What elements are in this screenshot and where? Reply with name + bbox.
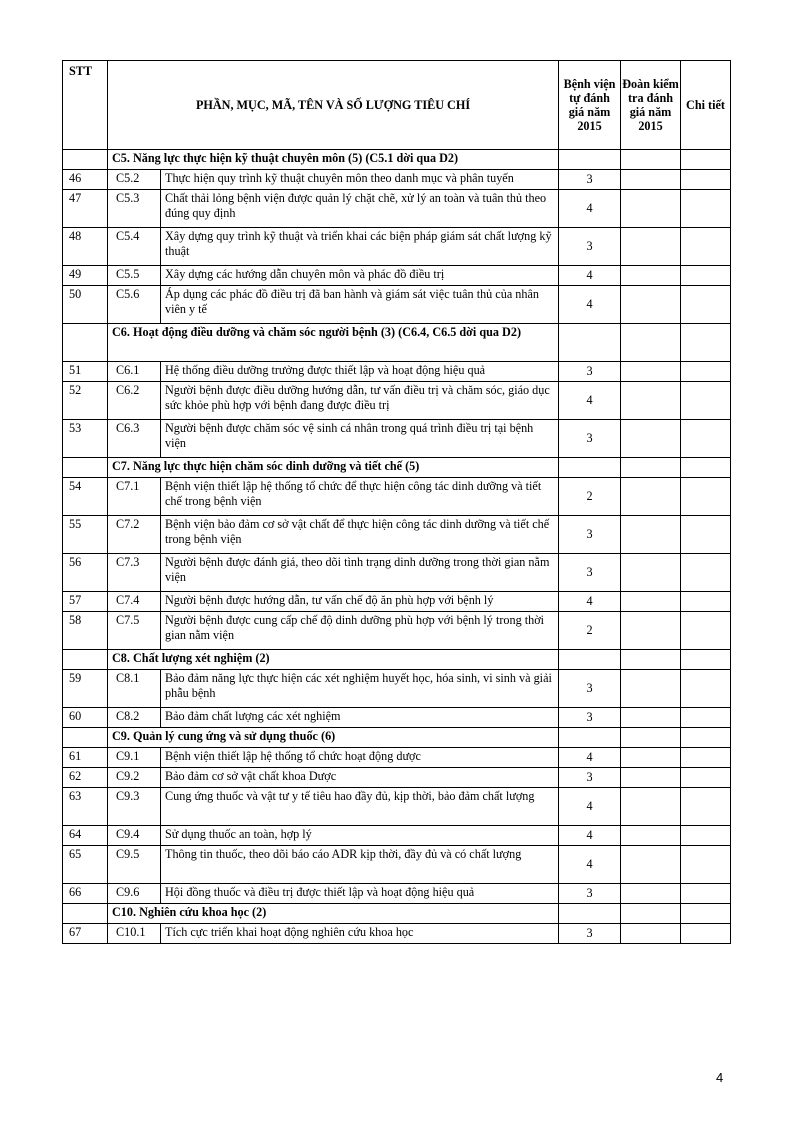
section-empty-cell (559, 904, 621, 924)
criterion-detail (681, 826, 731, 846)
criterion-code: C6.3 (108, 420, 161, 458)
section-row (63, 728, 731, 748)
criterion-self-score: 3 (559, 362, 621, 382)
criterion-code: C9.2 (108, 768, 161, 788)
criterion-row (63, 788, 731, 826)
criterion-text: Bệnh viện thiết lập hệ thống tổ chức để thực hiện công tác dinh dưỡng và tiết chế trong bệnh viện (161, 478, 559, 516)
criterion-code: C9.4 (108, 826, 161, 846)
criterion-self-score: 2 (559, 478, 621, 516)
section-row (63, 650, 731, 670)
criterion-row (63, 516, 731, 554)
criterion-text: Tích cực triển khai hoạt động nghiên cứu khoa học (161, 924, 559, 944)
criterion-text: Người bệnh được điều dưỡng hướng dẫn, tư vấn điều trị và chăm sóc, giáo dục sức khỏe phù hợp với bệnh đang được điều trị (161, 382, 559, 420)
section-title: C7. Năng lực thực hiện chăm sóc dinh dưỡng và tiết chế (5) (108, 458, 559, 478)
section-empty-cell (621, 728, 681, 748)
criterion-self-score: 2 (559, 612, 621, 650)
criterion-stt: 56 (63, 554, 108, 592)
criterion-row (63, 382, 731, 420)
criterion-detail (681, 592, 731, 612)
criterion-detail (681, 228, 731, 266)
criteria-table (62, 60, 731, 944)
criterion-inspection-score (621, 420, 681, 458)
criterion-detail (681, 768, 731, 788)
page-number: 4 (716, 1070, 724, 1085)
criterion-self-score: 3 (559, 516, 621, 554)
criterion-text: Người bệnh được đánh giá, theo dõi tình trạng dinh dưỡng trong thời gian nằm viện (161, 554, 559, 592)
criterion-self-score: 4 (559, 846, 621, 884)
criterion-detail (681, 382, 731, 420)
criterion-self-score: 4 (559, 592, 621, 612)
criterion-self-score: 3 (559, 420, 621, 458)
criterion-row (63, 170, 731, 190)
criterion-detail (681, 612, 731, 650)
criterion-row (63, 228, 731, 266)
criterion-self-score: 4 (559, 266, 621, 286)
criterion-row (63, 554, 731, 592)
header-stt: STT (63, 61, 108, 150)
criterion-code: C5.2 (108, 170, 161, 190)
criterion-inspection-score (621, 612, 681, 650)
section-empty-cell (621, 650, 681, 670)
section-title: C5. Năng lực thực hiện kỹ thuật chuyên môn (5) (C5.1 dời qua D2) (108, 150, 559, 170)
criterion-inspection-score (621, 170, 681, 190)
section-empty-cell (621, 458, 681, 478)
criterion-inspection-score (621, 924, 681, 944)
criterion-detail (681, 748, 731, 768)
section-row (63, 904, 731, 924)
criterion-detail (681, 708, 731, 728)
criterion-code: C9.3 (108, 788, 161, 826)
section-row (63, 150, 731, 170)
criterion-stt: 60 (63, 708, 108, 728)
criterion-stt: 64 (63, 826, 108, 846)
criterion-stt: 55 (63, 516, 108, 554)
criterion-self-score: 4 (559, 382, 621, 420)
criterion-self-score: 3 (559, 924, 621, 944)
criterion-self-score: 3 (559, 670, 621, 708)
criterion-code: C8.1 (108, 670, 161, 708)
criterion-inspection-score (621, 670, 681, 708)
section-title: C6. Hoạt động điều dưỡng và chăm sóc người bệnh (3) (C6.4, C6.5 dời qua D2) (108, 324, 559, 362)
table-header-row (63, 61, 731, 150)
criterion-code: C7.3 (108, 554, 161, 592)
section-title: C8. Chất lượng xét nghiệm (2) (108, 650, 559, 670)
criterion-inspection-score (621, 266, 681, 286)
criterion-code: C5.3 (108, 190, 161, 228)
criterion-inspection-score (621, 228, 681, 266)
criterion-row (63, 708, 731, 728)
criterion-text: Bệnh viện thiết lập hệ thống tổ chức hoạt động dược (161, 748, 559, 768)
section-empty-cell (559, 650, 621, 670)
criterion-stt: 47 (63, 190, 108, 228)
section-stt-cell (63, 458, 108, 478)
criterion-row (63, 748, 731, 768)
criterion-code: C6.1 (108, 362, 161, 382)
section-empty-cell (621, 150, 681, 170)
criterion-text: Sử dụng thuốc an toàn, hợp lý (161, 826, 559, 846)
criterion-stt: 52 (63, 382, 108, 420)
criterion-text: Thực hiện quy trình kỹ thuật chuyên môn theo danh mục và phân tuyến (161, 170, 559, 190)
criterion-row (63, 884, 731, 904)
criterion-text: Chất thải lỏng bệnh viện được quản lý chặt chẽ, xử lý an toàn và tuân thủ theo đúng quy định (161, 190, 559, 228)
criterion-detail (681, 554, 731, 592)
section-empty-cell (681, 650, 731, 670)
section-empty-cell (621, 904, 681, 924)
section-title: C9. Quản lý cung ứng và sử dụng thuốc (6) (108, 728, 559, 748)
criterion-row (63, 478, 731, 516)
criterion-detail (681, 924, 731, 944)
section-stt-cell (63, 324, 108, 362)
criterion-text: Xây dựng các hướng dẫn chuyên môn và phác đồ điều trị (161, 266, 559, 286)
criterion-code: C5.4 (108, 228, 161, 266)
criterion-detail (681, 846, 731, 884)
criterion-stt: 51 (63, 362, 108, 382)
criterion-inspection-score (621, 286, 681, 324)
section-empty-cell (559, 728, 621, 748)
section-stt-cell (63, 904, 108, 924)
criterion-text: Hội đồng thuốc và điều trị được thiết lập và hoạt động hiệu quả (161, 884, 559, 904)
header-detail: Chi tiết (681, 61, 731, 150)
criterion-detail (681, 670, 731, 708)
criterion-detail (681, 420, 731, 458)
section-empty-cell (681, 150, 731, 170)
section-empty-cell (559, 458, 621, 478)
criterion-code: C7.2 (108, 516, 161, 554)
criterion-self-score: 3 (559, 554, 621, 592)
criterion-inspection-score (621, 748, 681, 768)
criterion-code: C9.6 (108, 884, 161, 904)
criterion-self-score: 4 (559, 190, 621, 228)
section-stt-cell (63, 150, 108, 170)
criterion-detail (681, 286, 731, 324)
criterion-inspection-score (621, 708, 681, 728)
criterion-detail (681, 516, 731, 554)
criterion-stt: 57 (63, 592, 108, 612)
criterion-inspection-score (621, 478, 681, 516)
criterion-code: C9.5 (108, 846, 161, 884)
criterion-detail (681, 170, 731, 190)
criterion-detail (681, 884, 731, 904)
criterion-stt: 66 (63, 884, 108, 904)
criterion-text: Xây dựng quy trình kỹ thuật và triển khai các biện pháp giám sát chất lượng kỹ thuật (161, 228, 559, 266)
criterion-text: Bệnh viện bảo đảm cơ sở vật chất để thực hiện công tác dinh dưỡng và tiết chế trong bệnh viện (161, 516, 559, 554)
criterion-code: C6.2 (108, 382, 161, 420)
criterion-stt: 46 (63, 170, 108, 190)
section-title: C10. Nghiên cứu khoa học (2) (108, 904, 559, 924)
criterion-inspection-score (621, 554, 681, 592)
criterion-code: C5.6 (108, 286, 161, 324)
section-empty-cell (681, 904, 731, 924)
criterion-stt: 67 (63, 924, 108, 944)
criterion-self-score: 4 (559, 826, 621, 846)
section-empty-cell (681, 728, 731, 748)
criterion-row (63, 846, 731, 884)
criterion-inspection-score (621, 768, 681, 788)
criterion-code: C7.1 (108, 478, 161, 516)
criterion-stt: 50 (63, 286, 108, 324)
criterion-self-score: 3 (559, 170, 621, 190)
table-body (63, 150, 731, 944)
criterion-row (63, 190, 731, 228)
criterion-self-score: 3 (559, 708, 621, 728)
criterion-code: C7.5 (108, 612, 161, 650)
criterion-row (63, 420, 731, 458)
criterion-text: Người bệnh được cung cấp chế độ dinh dưỡng phù hợp với bệnh lý trong thời gian nằm viện (161, 612, 559, 650)
criterion-text: Người bệnh được chăm sóc vệ sinh cá nhân trong quá trình điều trị tại bệnh viện (161, 420, 559, 458)
section-empty-cell (621, 324, 681, 362)
criterion-text: Bảo đảm chất lượng các xét nghiệm (161, 708, 559, 728)
criterion-text: Người bệnh được hướng dẫn, tư vấn chế độ ăn phù hợp với bệnh lý (161, 592, 559, 612)
criterion-row (63, 612, 731, 650)
criterion-code: C8.2 (108, 708, 161, 728)
criterion-row (63, 286, 731, 324)
criterion-text: Áp dụng các phác đồ điều trị đã ban hành và giám sát việc tuân thủ của nhân viên y tế (161, 286, 559, 324)
criterion-stt: 49 (63, 266, 108, 286)
section-empty-cell (681, 458, 731, 478)
criterion-stt: 58 (63, 612, 108, 650)
criterion-text: Bảo đảm năng lực thực hiện các xét nghiệm huyết học, hóa sinh, vi sinh và giải phẫu bệnh (161, 670, 559, 708)
criterion-detail (681, 362, 731, 382)
criterion-self-score: 3 (559, 768, 621, 788)
criterion-detail (681, 190, 731, 228)
criterion-self-score: 3 (559, 228, 621, 266)
section-stt-cell (63, 650, 108, 670)
header-title: PHẦN, MỤC, MÃ, TÊN VÀ SỐ LƯỢNG TIÊU CHÍ (108, 61, 559, 150)
criterion-stt: 53 (63, 420, 108, 458)
criterion-stt: 48 (63, 228, 108, 266)
criterion-text: Hệ thống điều dưỡng trưởng được thiết lập và hoạt động hiệu quả (161, 362, 559, 382)
section-empty-cell (559, 150, 621, 170)
criterion-stt: 54 (63, 478, 108, 516)
header-self-eval: Bệnh viện tự đánh giá năm 2015 (559, 61, 621, 150)
criterion-inspection-score (621, 190, 681, 228)
criterion-row (63, 592, 731, 612)
criterion-stt: 65 (63, 846, 108, 884)
criterion-row (63, 362, 731, 382)
criterion-stt: 62 (63, 768, 108, 788)
header-inspection-eval: Đoàn kiểm tra đánh giá năm 2015 (621, 61, 681, 150)
criterion-inspection-score (621, 788, 681, 826)
criterion-row (63, 670, 731, 708)
criterion-text: Thông tin thuốc, theo dõi báo cáo ADR kịp thời, đầy đủ và có chất lượng (161, 846, 559, 884)
criterion-row (63, 768, 731, 788)
section-empty-cell (681, 324, 731, 362)
criterion-inspection-score (621, 362, 681, 382)
section-row (63, 458, 731, 478)
criterion-detail (681, 788, 731, 826)
criterion-inspection-score (621, 516, 681, 554)
criterion-text: Cung ứng thuốc và vật tư y tế tiêu hao đầy đủ, kịp thời, bảo đảm chất lượng (161, 788, 559, 826)
criterion-self-score: 4 (559, 748, 621, 768)
criterion-self-score: 4 (559, 286, 621, 324)
section-row (63, 324, 731, 362)
criterion-stt: 61 (63, 748, 108, 768)
criterion-text: Bảo đảm cơ sở vật chất khoa Dược (161, 768, 559, 788)
section-empty-cell (559, 324, 621, 362)
criterion-detail (681, 478, 731, 516)
criterion-code: C9.1 (108, 748, 161, 768)
section-stt-cell (63, 728, 108, 748)
criterion-stt: 63 (63, 788, 108, 826)
criterion-inspection-score (621, 846, 681, 884)
criterion-row (63, 924, 731, 944)
criterion-self-score: 4 (559, 788, 621, 826)
criterion-row (63, 826, 731, 846)
criterion-inspection-score (621, 592, 681, 612)
criterion-row (63, 266, 731, 286)
criterion-detail (681, 266, 731, 286)
criterion-inspection-score (621, 382, 681, 420)
criterion-self-score: 3 (559, 884, 621, 904)
criterion-code: C10.1 (108, 924, 161, 944)
criterion-code: C7.4 (108, 592, 161, 612)
criterion-stt: 59 (63, 670, 108, 708)
criterion-inspection-score (621, 826, 681, 846)
criterion-inspection-score (621, 884, 681, 904)
criterion-code: C5.5 (108, 266, 161, 286)
